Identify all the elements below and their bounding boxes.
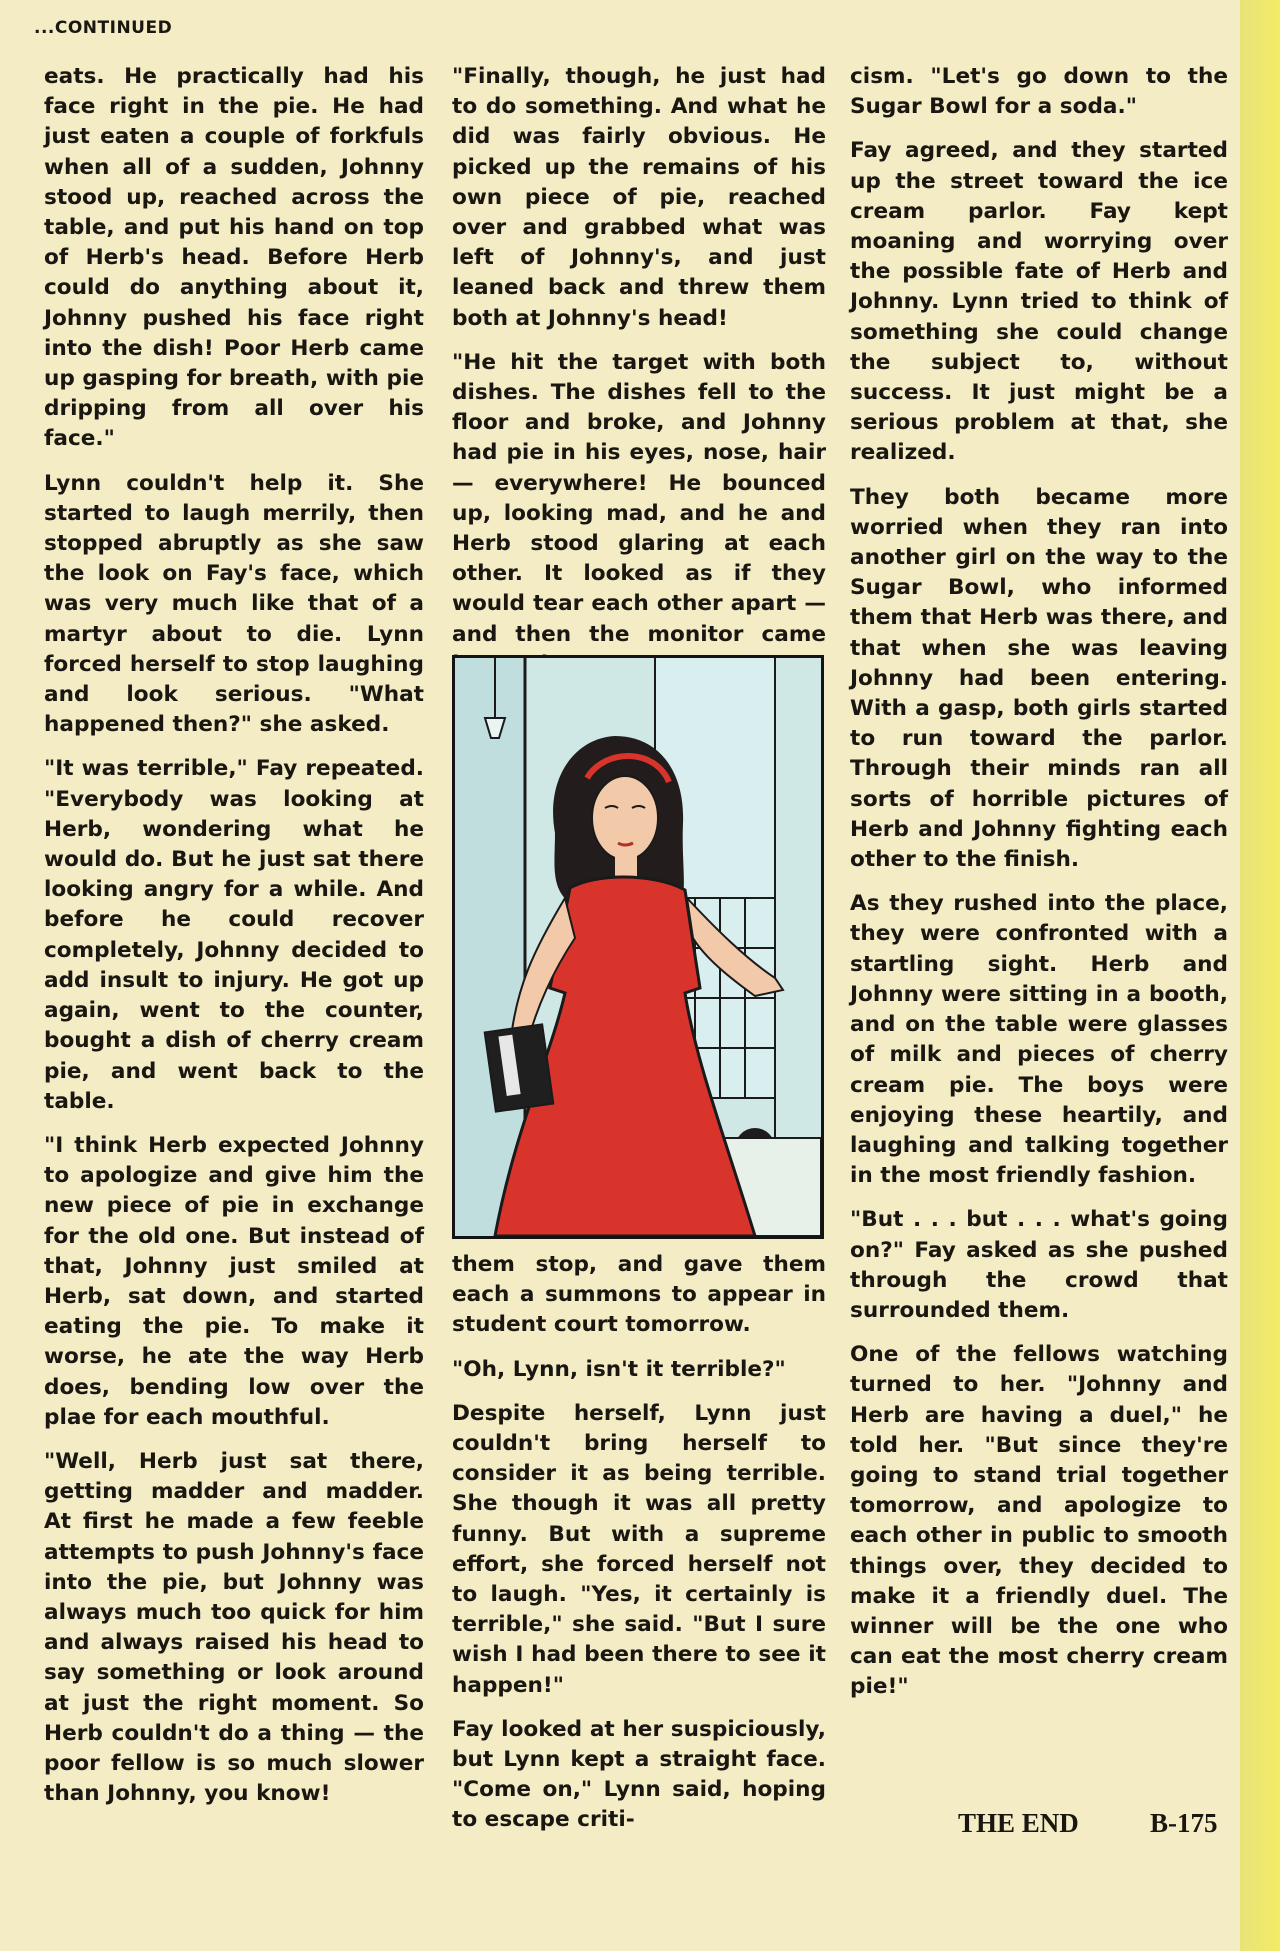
comic-illustration-panel — [452, 655, 824, 1239]
the-end-label: THE END — [958, 1808, 1079, 1838]
paragraph: "It was terrible," Fay repeated. "Everybody was looking at Herb, wondering what he would do. But he just sat there looking angry for a while. And before he could recover completely, Johnny decided to add insult to injury. He got up again, went to the counter, bought a dish of cherry cream pie, and went back to the table. — [44, 756, 424, 1114]
text-column-2 — [452, 62, 826, 1833]
paragraph: "He hit the target with both dishes. The dishes fell to the floor and broke, and Johnny had pie in his eyes, nose, hair — everywhere! He bounced up, looking mad, and he and Herb stood glaring at each other. It looked as if they would tear each other apart — and then the monitor came — [452, 349, 826, 647]
text-column-2-continued — [452, 1250, 826, 1850]
paragraph: Fay looked at her suspiciously, but Lynn kept a straight face. "Come on," Lynn said, hoping to escape criti- — [452, 1716, 826, 1833]
text-column-3 — [850, 62, 1228, 1717]
paragraph: "Oh, Lynn, isn't it terrible?" — [452, 1356, 786, 1382]
paragraph: Fay agreed, and they started up the street toward the ice cream parlor. Fay kept moaning and worrying over the possible fate of Herb and Johnny. Lynn tried to think of something she could change the subject to, without success. It just might be a serious problem at that, she realized. — [850, 138, 1228, 466]
paragraph: eats. He practically had his face right in the pie. He had just eaten a couple of forkfuls when all of a sudden, Johnny stood up, reached across the table, and put his hand on top of Herb's head. Before Herb could do anything about it, Johnny pushed his face right into the dish! Poor Herb came up gasping for breath, with pie dripping from all over his face." — [44, 64, 424, 452]
page-code: B-175 — [1150, 1808, 1218, 1838]
paragraph: "But . . . but . . . what's going on?" Fay asked as she pushed through the crowd that surrounded them. — [850, 1207, 1228, 1323]
text-column-1 — [44, 62, 424, 1823]
illustration-girl-in-red-dress — [455, 658, 821, 1236]
paragraph: As they rushed into the place, they were confronted with a startling sight. Herb and Johnny were sitting in a booth, and on the table were glasses of milk and pieces of cherry cream pie. The boys were enjoying these heartily, and laughing and talking together in the most friendly fashion. — [850, 891, 1228, 1189]
paragraph: them stop, and gave them each a summons to appear in student court tomorrow. — [452, 1252, 826, 1338]
paragraph: Lynn couldn't help it. She started to laugh merrily, then stopped abruptly as she saw the look on Fay's face, which was very much like that of a martyr about to die. Lynn forced herself to stop laughing and look serious. "What happened then?" she asked. — [44, 470, 424, 738]
paragraph: "Well, Herb just sat there, getting madder and madder. At first he made a few feeble attempts to push Johnny's face into the pie, but Johnny was always much too quick for him and always raised his head to say something or look around at just the right moment. So Herb couldn't do a thing — the poor fellow is so much slower than Johnny, you know! — [44, 1448, 424, 1807]
paragraph: "Finally, though, he just had to do something. And what he did was fairly obvious. He picked up the remains of his own piece of pie, reached over and grabbed what was left of Johnny's, and just leaned back and threw them both at Johnny's head! — [452, 64, 826, 331]
page-edge-strip — [1240, 0, 1280, 1951]
paragraph: They both became more worried when they ran into another girl on the way to the Sugar Bowl, who informed them that Herb was there, and that when she was leaving Johnny had been entering. With a gasp, both girls started to run toward the parlor. Through their minds ran all sorts of horrible pictures of Herb and Johnny fighting each other to the finish. — [850, 484, 1228, 873]
paragraph: cism. "Let's go down to the Sugar Bowl for a soda." — [850, 64, 1228, 120]
paragraph: "I think Herb expected Johnny to apologize and give him the new piece of pie in exchange for the old one. But instead of that, Johnny just smiled at Herb, sat down, and started eating the pie. To make it worse, he ate the way Herb does, bending low over the plae for each mouthful. — [44, 1132, 424, 1430]
paragraph: Despite herself, Lynn just couldn't bring herself to consider it as being terrible. She though it was all pretty funny. But with a supreme effort, she forced herself not to laugh. "Yes, it certainly is terrible," she said. "But I sure wish I had been there to see it happen!" — [452, 1400, 826, 1698]
continued-header: ...CONTINUED — [34, 18, 173, 38]
paragraph: One of the fellows watching turned to her. "Johnny and Herb are having a duel," he told her. "But since they're going to stand trial together tomorrow, and apologize to each other in public to smooth things over, they decided to make it a friendly duel. The winner will be the one who can eat the most cherry cream pie!" — [850, 1342, 1228, 1700]
